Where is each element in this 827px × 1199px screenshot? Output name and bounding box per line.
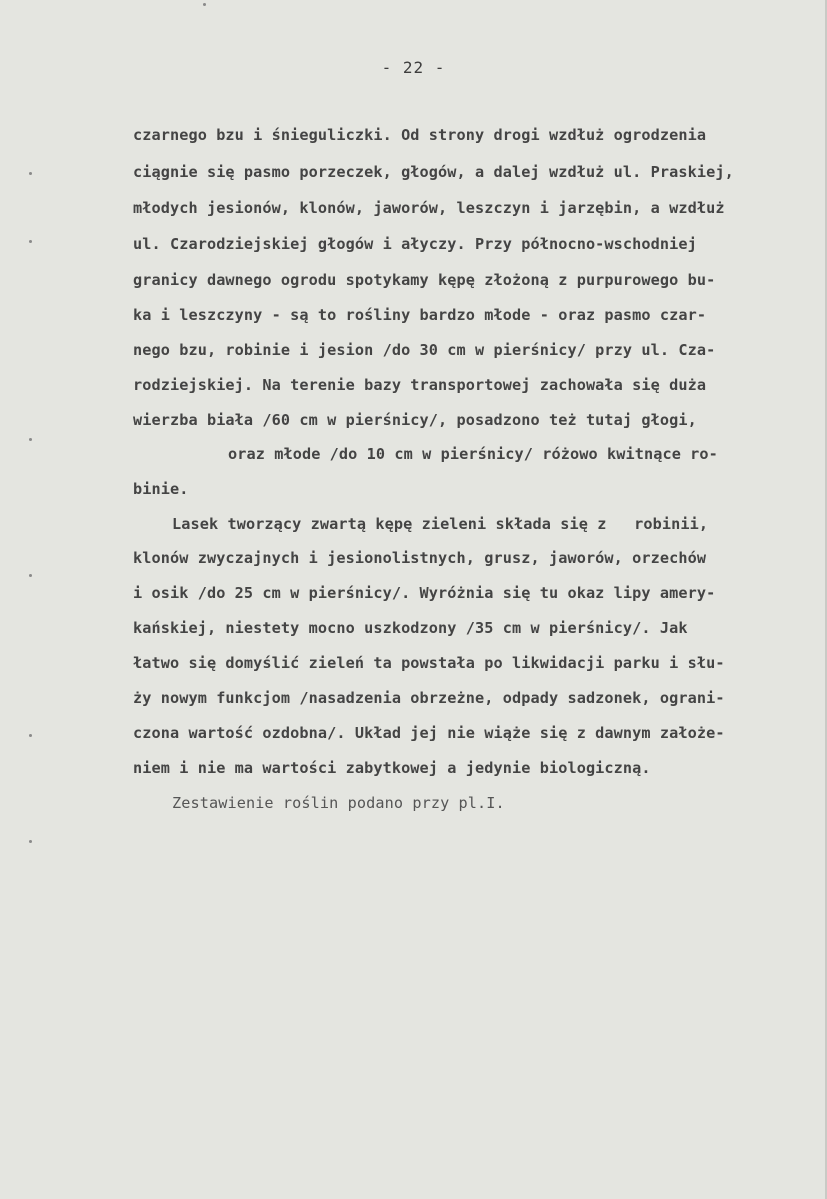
text-line: ży nowym funkcjom /nasadzenia obrzeżne, odpady sadzonek, ograni-: [133, 689, 725, 707]
text-line: granicy dawnego ogrodu spotykamy kępę złożoną z purpurowego bu-: [133, 271, 716, 289]
scan-dot: [29, 840, 32, 843]
text-line: łatwo się domyślić zieleń ta powstała po likwidacji parku i słu-: [133, 654, 725, 672]
text-line: rodziejskiej. Na terenie bazy transportowej zachowała się duża: [133, 376, 707, 394]
text-line: czona wartość ozdobna/. Układ jej nie wiąże się z dawnym założe-: [133, 724, 725, 742]
closing-line: Zestawienie roślin podano przy pl.I.: [172, 794, 505, 812]
scan-dot: [203, 3, 206, 6]
text-line: ka i leszczyny - są to rośliny bardzo młode - oraz pasmo czar-: [133, 306, 707, 324]
text-line: wierzba biała /60 cm w pierśnicy/, posadzono też tutaj głogi,: [133, 411, 697, 429]
scan-dot: [29, 172, 32, 175]
paragraph-first-line: Lasek tworzący zwartą kępę zieleni składa się z robinii,: [172, 515, 709, 533]
text-line: klonów zwyczajnych i jesionolistnych, grusz, jaworów, orzechów: [133, 549, 707, 567]
scan-dot: [29, 240, 32, 243]
scan-dot: [29, 574, 32, 577]
scan-dot: [29, 734, 32, 737]
text-line: binie.: [133, 480, 189, 498]
text-line: oraz młode /do 10 cm w pierśnicy/ różowo kwitnące ro-: [228, 445, 718, 463]
text-line: ciągnie się pasmo porzeczek, głogów, a dalej wzdłuż ul. Praskiej,: [133, 163, 734, 181]
text-line: ul. Czarodziejskiej głogów i ałyczy. Przy północno-wschodniej: [133, 235, 697, 253]
scan-dot: [29, 438, 32, 441]
text-line: czarnego bzu i śnieguliczki. Od strony drogi wzdłuż ogrodzenia: [133, 126, 707, 144]
text-line: nego bzu, robinie i jesion /do 30 cm w pierśnicy/ przy ul. Cza-: [133, 341, 716, 359]
text-line: kańskiej, niestety mocno uszkodzony /35 cm w pierśnicy/. Jak: [133, 619, 688, 637]
text-line: niem i nie ma wartości zabytkowej a jedynie biologiczną.: [133, 759, 651, 777]
text-line: i osik /do 25 cm w pierśnicy/. Wyróżnia się tu okaz lipy amery-: [133, 584, 716, 602]
page-number: - 22 -: [381, 58, 446, 77]
text-line: młodych jesionów, klonów, jaworów, leszczyn i jarzębin, a wzdłuż: [133, 199, 725, 217]
